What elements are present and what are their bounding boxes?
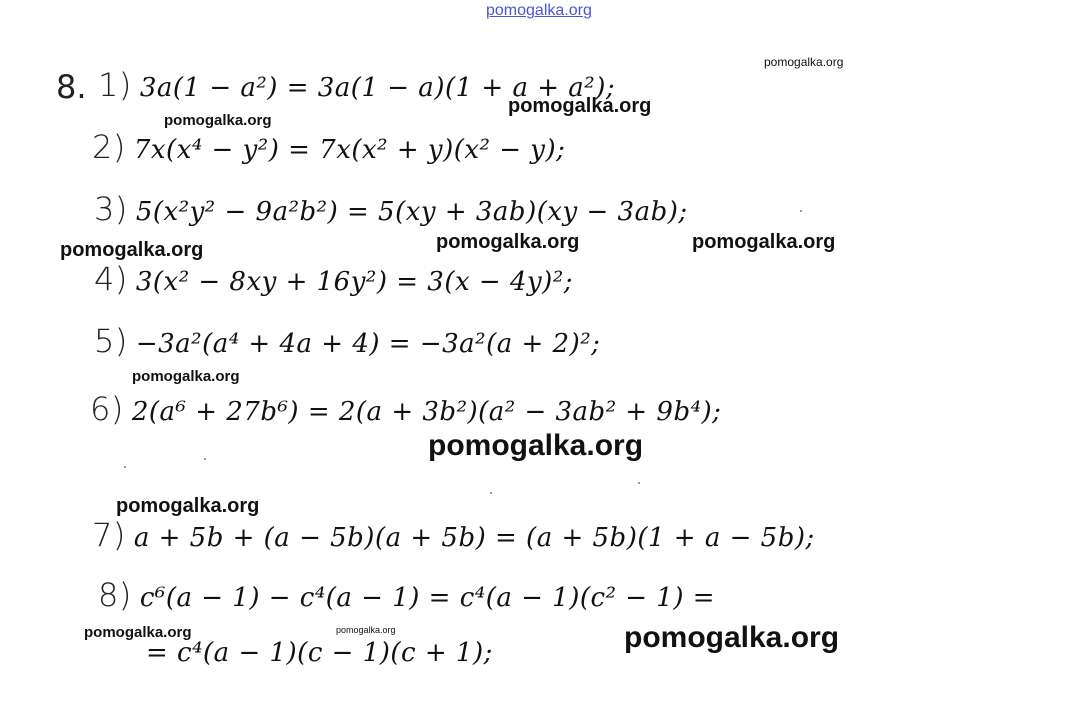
item-number: 6) (90, 390, 124, 428)
item-expression: 5(x²y² − 9a²b²) = 5(xy + 3ab)(xy − 3ab); (135, 197, 688, 227)
watermark: pomogalka.org (60, 239, 204, 261)
item-expression: c⁶(a − 1) − c⁴(a − 1) = c⁴(a − 1)(c² − 1) = (139, 583, 716, 613)
item-expression: 7x(x⁴ − y²) = 7x(x² + y)(x² − y); (133, 135, 566, 165)
item-expression: 3a(1 − a²) = 3a(1 − a)(1 + a + a²); (139, 73, 616, 103)
item-expression: a + 5b + (a − 5b)(a + 5b) = (a + 5b)(1 + a − 5b); (133, 523, 815, 553)
watermark: pomogalka.org (428, 429, 644, 462)
solution-line-7 (92, 516, 815, 554)
item-number: 3) (94, 190, 128, 228)
watermark: pomogalka.org (764, 55, 844, 69)
watermark: pomogalka.org (624, 621, 840, 654)
watermark: pomogalka.org (436, 231, 580, 253)
watermark: pomogalka.org (164, 112, 272, 129)
solution-line-5 (94, 322, 600, 360)
scan-speck (204, 458, 206, 460)
item-number: 2) (92, 128, 126, 166)
solution-line-8 (98, 576, 715, 614)
scan-speck (124, 466, 126, 468)
solution-line-2 (92, 128, 565, 166)
watermark: pomogalka.org (692, 231, 836, 253)
scan-speck (800, 210, 802, 212)
item-number: 7) (92, 516, 126, 554)
watermark: pomogalka.org (508, 95, 652, 117)
item-number: 8) (98, 576, 132, 614)
top-watermark-link[interactable]: pomogalka.org (486, 2, 592, 19)
solution-line-3 (94, 190, 688, 228)
solution-line-4 (94, 260, 573, 298)
solution-line-6 (90, 390, 721, 428)
scan-speck (490, 492, 492, 494)
watermark: pomogalka.org (132, 368, 240, 385)
solution-continuation (146, 638, 493, 668)
item-expression: −3a²(a⁴ + 4a + 4) = −3a²(a + 2)²; (135, 329, 601, 359)
item-number: 4) (94, 260, 128, 298)
item-number: 5) (94, 322, 128, 360)
item-expression: 3(x² − 8xy + 16y²) = 3(x − 4y)²; (135, 267, 574, 297)
scan-speck (638, 482, 640, 484)
item-expression: 2(a⁶ + 27b⁶) = 2(a + 3b²)(a² − 3ab² + 9b⁴); (131, 397, 722, 427)
task-number: 8. (56, 68, 87, 106)
item-number: 1) (98, 66, 132, 104)
watermark: pomogalka.org (116, 495, 260, 517)
watermark: pomogalka.org (336, 625, 396, 635)
watermark: pomogalka.org (84, 624, 192, 641)
continuation-expression: = c⁴(a − 1)(c − 1)(c + 1); (146, 638, 493, 668)
